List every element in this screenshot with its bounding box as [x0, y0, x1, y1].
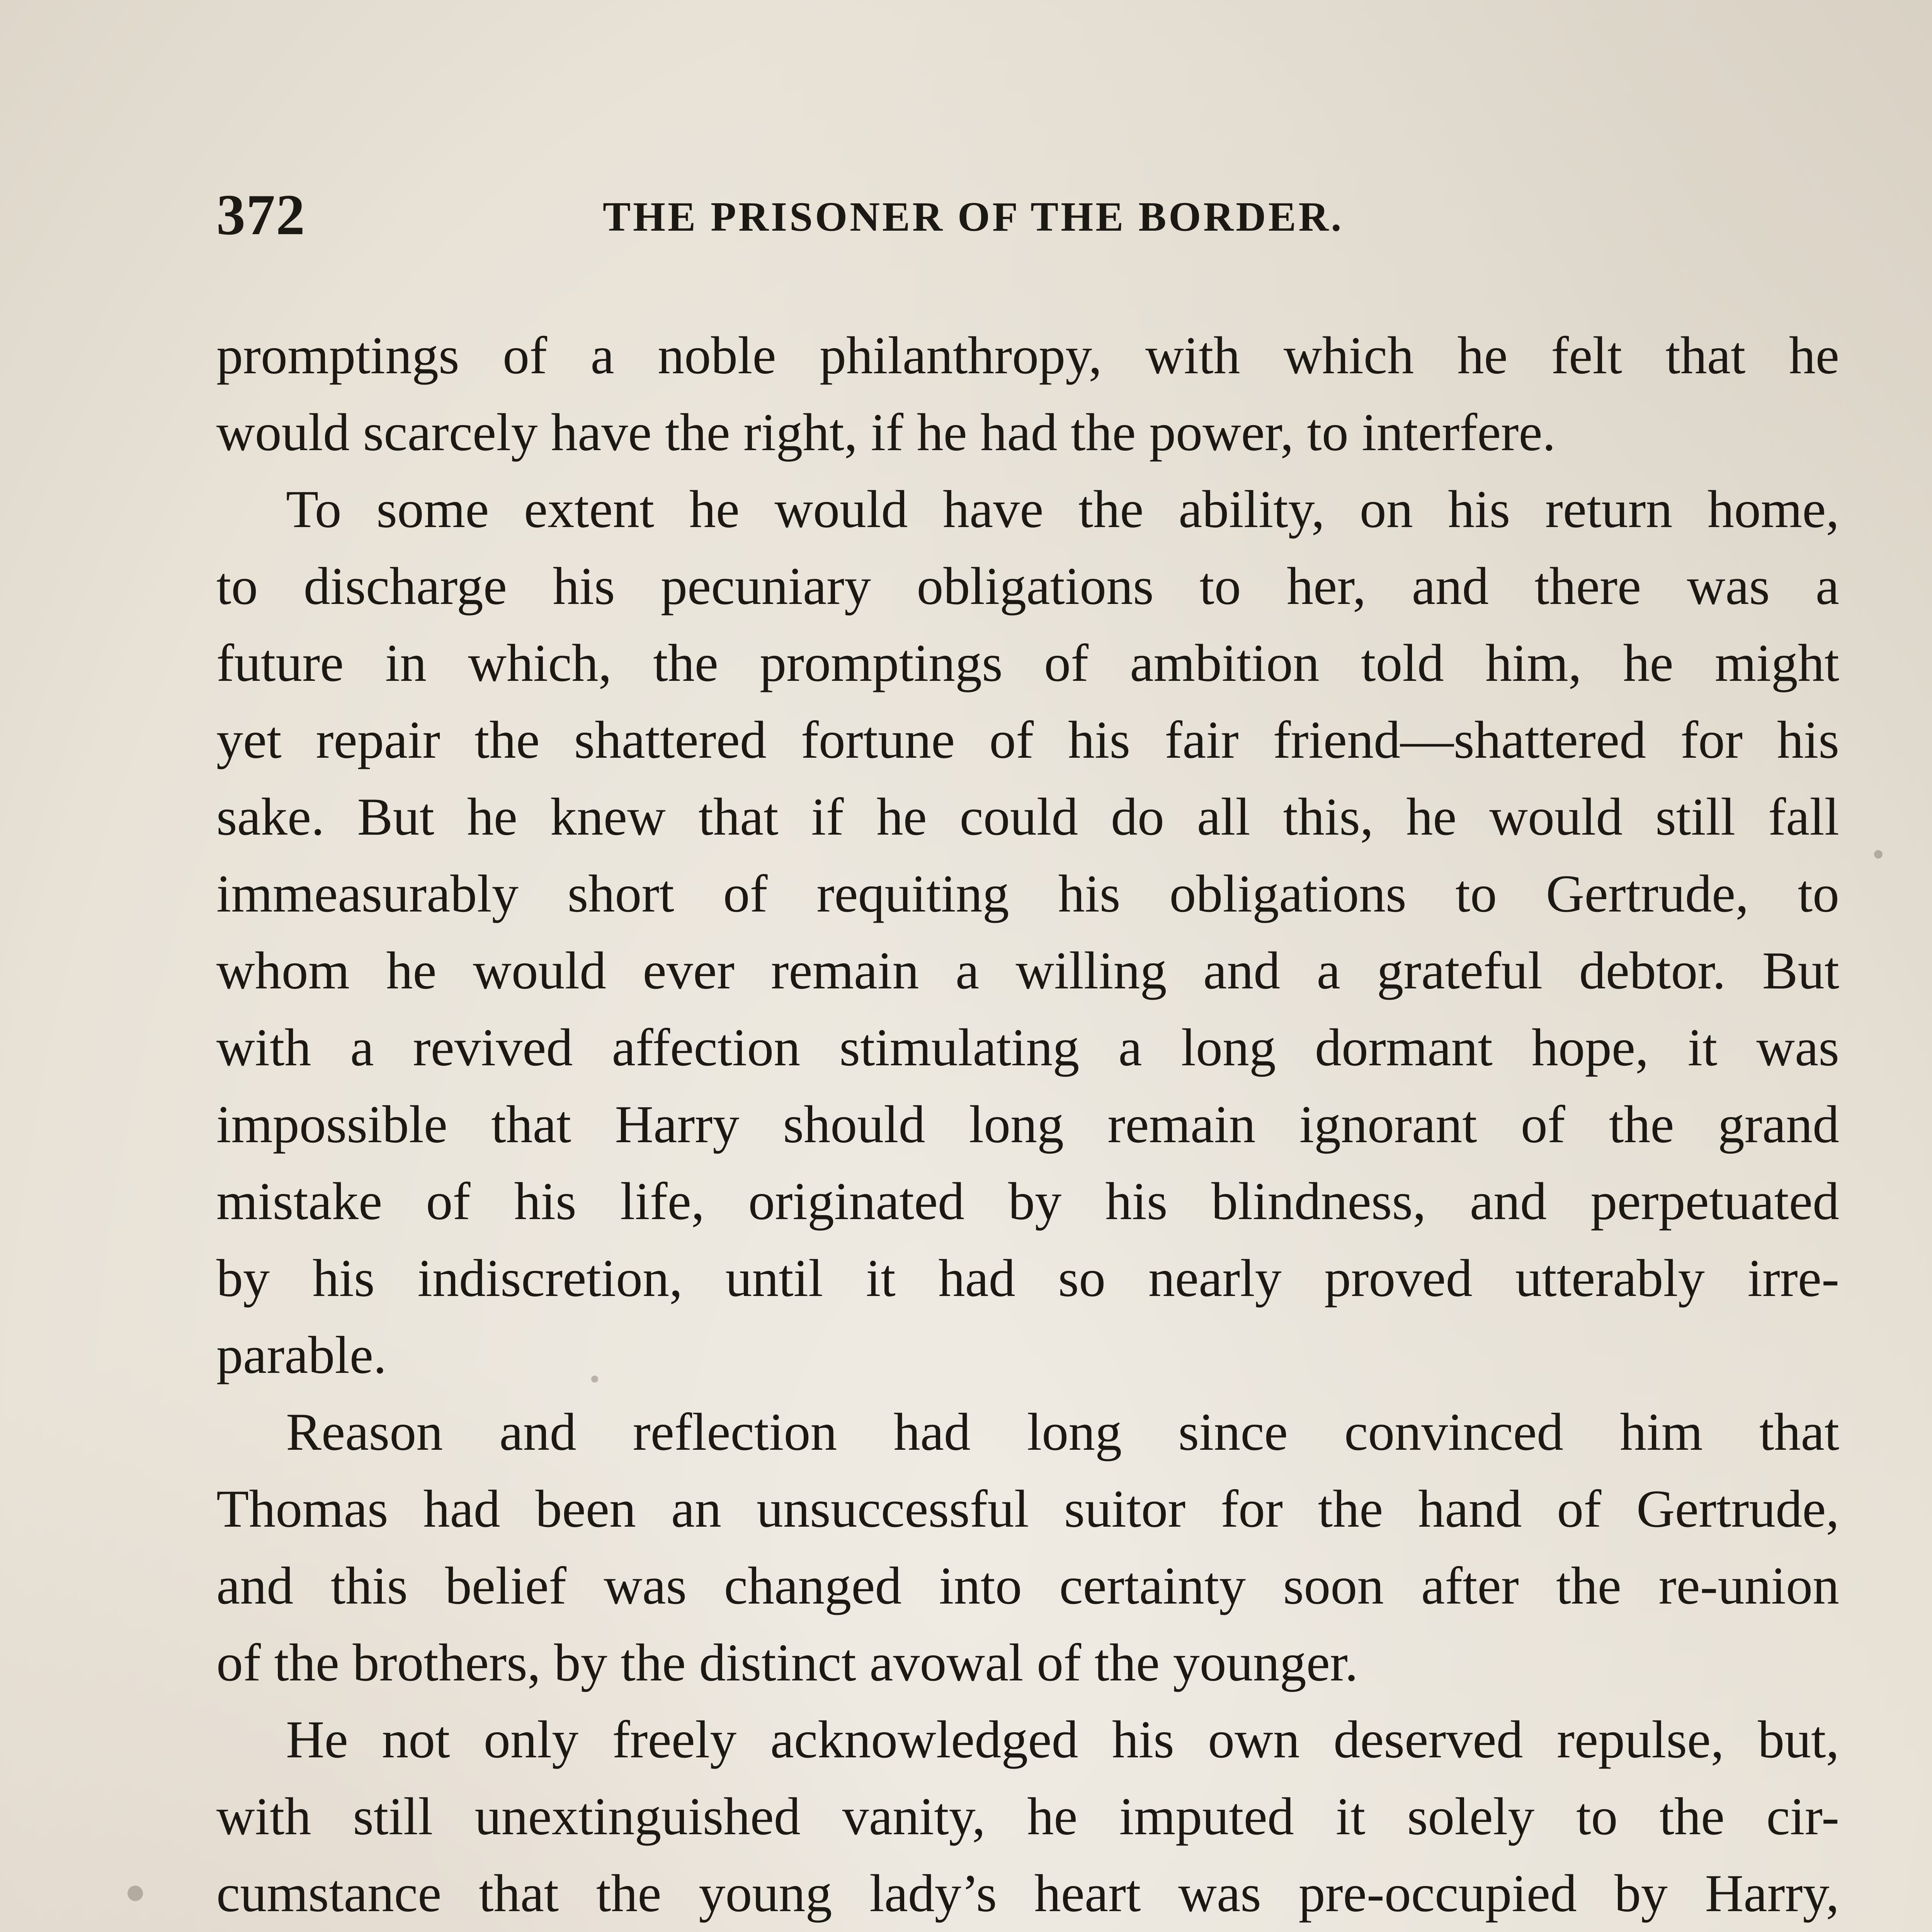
text-line: cumstance that the young lady’s heart was pre-occupied by Harry, — [216, 1864, 1839, 1923]
text-line: mistake of his life, originated by his blindness, and perpetuated — [216, 1172, 1839, 1231]
paper-speck — [128, 1886, 143, 1901]
text-line: would scarcely have the right, if he had the power, to interfere. — [216, 403, 1556, 462]
running-head-title: THE PRISONER OF THE BORDER. — [603, 194, 1344, 240]
running-head — [216, 182, 1839, 259]
text-line: immeasurably short of requiting his obligations to Gertrude, to — [216, 864, 1839, 923]
text-line: with a revived affection stimulating a long dormant hope, it was — [216, 1018, 1839, 1077]
text-line: impossible that Harry should long remain ignorant of the grand — [216, 1095, 1839, 1154]
text-line: by his indiscretion, until it had so nearly proved utterably irre- — [216, 1248, 1839, 1308]
text-line: of the brothers, by the distinct avowal of the younger. — [216, 1633, 1358, 1692]
text-line: Thomas had been an unsuccessful suitor for the hand of Gertrude, — [216, 1479, 1839, 1538]
body-text — [216, 317, 1839, 1932]
text-line: To some extent he would have the ability, on his return home, — [286, 480, 1839, 539]
text-line: with still unextinguished vanity, he imputed it solely to the cir- — [216, 1787, 1839, 1846]
paper-speck — [591, 1376, 598, 1383]
paper-speck — [1874, 850, 1883, 859]
text-line: sake. But he knew that if he could do all this, he would still fall — [216, 787, 1839, 846]
text-line: to discharge his pecuniary obligations to her, and there was a — [216, 556, 1839, 616]
page-number: 372 — [216, 183, 306, 247]
text-line: yet repair the shattered fortune of his fair friend—shattered for his — [216, 710, 1839, 769]
text-line: Reason and reflection had long since convinced him that — [286, 1402, 1839, 1461]
text-line: promptings of a noble philanthropy, with which he felt that he — [216, 326, 1839, 385]
text-line: and this belief was changed into certainty soon after the re-union — [216, 1556, 1839, 1615]
text-line: parable. — [216, 1325, 387, 1384]
text-line: future in which, the promptings of ambition told him, he might — [216, 633, 1839, 692]
text-line: whom he would ever remain a willing and a grateful debtor. But — [216, 941, 1839, 1000]
text-line: He not only freely acknowledged his own deserved repulse, but, — [286, 1710, 1839, 1769]
